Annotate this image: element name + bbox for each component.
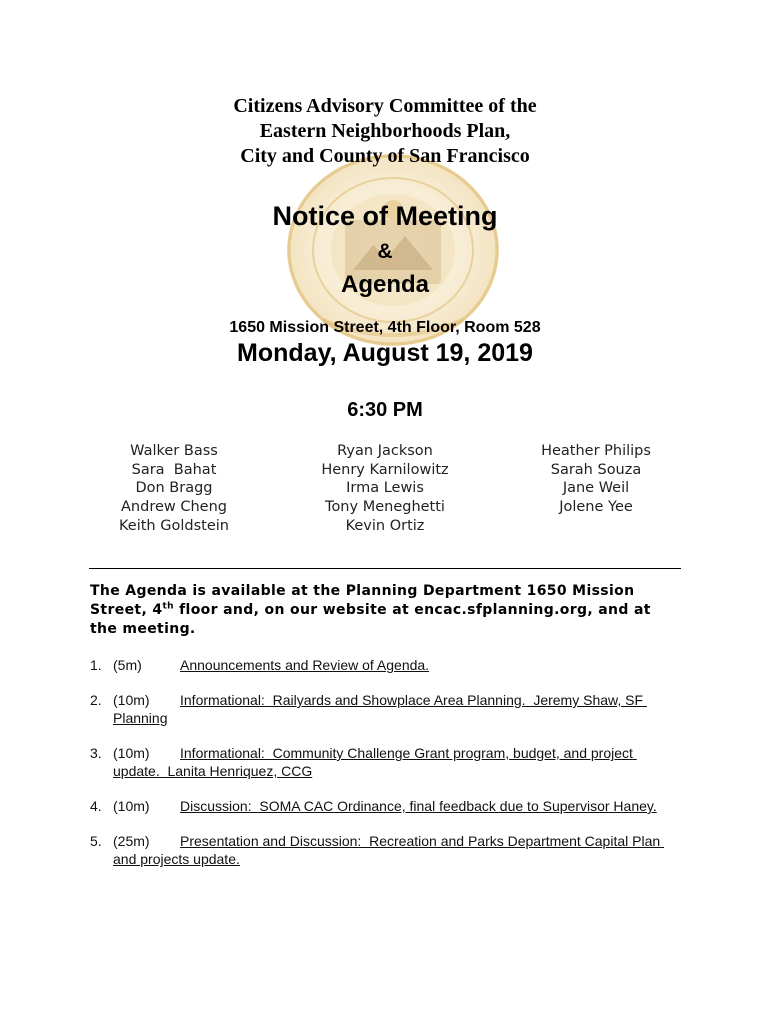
- member-name: Tony Meneghetti: [325, 499, 445, 516]
- member-name: Sara Bahat: [131, 461, 217, 478]
- agenda-item-text: Discussion: SOMA CAC Ordinance, final feedback due to Supervisor Haney.: [180, 798, 657, 814]
- member-name: Kevin Ortiz: [345, 517, 425, 534]
- member-name: Sarah Souza: [550, 461, 642, 478]
- notice-title: Notice of Meeting: [272, 201, 498, 231]
- meeting-location: 1650 Mission Street, 4th Floor, Room 528: [229, 319, 541, 336]
- agenda-item: [90, 832, 680, 868]
- committee-line-2: Eastern Neighborhoods Plan,: [259, 120, 511, 142]
- members-column-1: [94, 442, 254, 536]
- member-name: Irma Lewis: [346, 480, 424, 497]
- member-name: Heather Philips: [541, 443, 651, 459]
- committee-line-3: City and County of San Francisco: [240, 145, 530, 167]
- agenda-item-list: [90, 656, 680, 885]
- agenda-item-duration: (10m): [113, 692, 150, 708]
- agenda-availability-note: [90, 582, 680, 639]
- meeting-date: Monday, August 19, 2019: [237, 339, 533, 367]
- agenda-item-number: 4.: [90, 798, 102, 814]
- agenda-title: Agenda: [340, 271, 429, 298]
- agenda-item-text: Announcements and Review of Agenda.: [180, 657, 430, 673]
- member-name: Ryan Jackson: [337, 443, 433, 459]
- agenda-item-duration: (25m): [113, 833, 150, 849]
- agenda-item-number: 2.: [90, 692, 102, 708]
- availability-text-1: The Agenda is available at the Planning Department 1650 Mission Street, 4: [90, 583, 635, 618]
- agenda-item-number: 1.: [90, 657, 102, 673]
- ampersand: &: [377, 240, 393, 263]
- member-name: Don Bragg: [135, 480, 213, 497]
- agenda-item-duration: (10m): [113, 745, 150, 761]
- agenda-item: [90, 744, 680, 780]
- member-name: Henry Karnilowitz: [321, 461, 449, 478]
- meeting-time: 6:30 PM: [347, 399, 423, 421]
- committee-line-1: Citizens Advisory Committee of the: [233, 95, 537, 117]
- availability-text-2: floor and, on our website at encac.sfplanning.org, and at the meeting.: [90, 602, 651, 637]
- agenda-item-number: 3.: [90, 745, 102, 761]
- agenda-item-text: Informational: Community Challenge Grant program, budget, and project update. Lanita Henriquez, CCG: [113, 745, 637, 779]
- agenda-item-duration: (5m): [113, 657, 142, 673]
- agenda-item-number: 5.: [90, 833, 102, 849]
- member-name: Andrew Cheng: [121, 499, 227, 516]
- section-divider: [89, 568, 681, 569]
- agenda-item: [90, 691, 680, 727]
- agenda-item: [90, 797, 680, 815]
- agenda-item: [90, 656, 680, 674]
- committee-heading: [0, 94, 770, 169]
- member-name: Walker Bass: [130, 443, 218, 459]
- availability-superscript: th: [162, 601, 174, 612]
- members-column-3: [515, 442, 677, 517]
- agenda-item-duration: (10m): [113, 798, 150, 814]
- agenda-item-text: Presentation and Discussion: Recreation and Parks Department Capital Plan and projects update.: [113, 833, 665, 867]
- member-name: Keith Goldstein: [119, 517, 229, 534]
- members-column-2: [300, 442, 470, 536]
- agenda-item-text: Informational: Railyards and Showplace Area Planning. Jeremy Shaw, SF Planning: [113, 692, 647, 726]
- member-name: Jane Weil: [562, 480, 630, 497]
- member-name: Jolene Yee: [559, 499, 633, 516]
